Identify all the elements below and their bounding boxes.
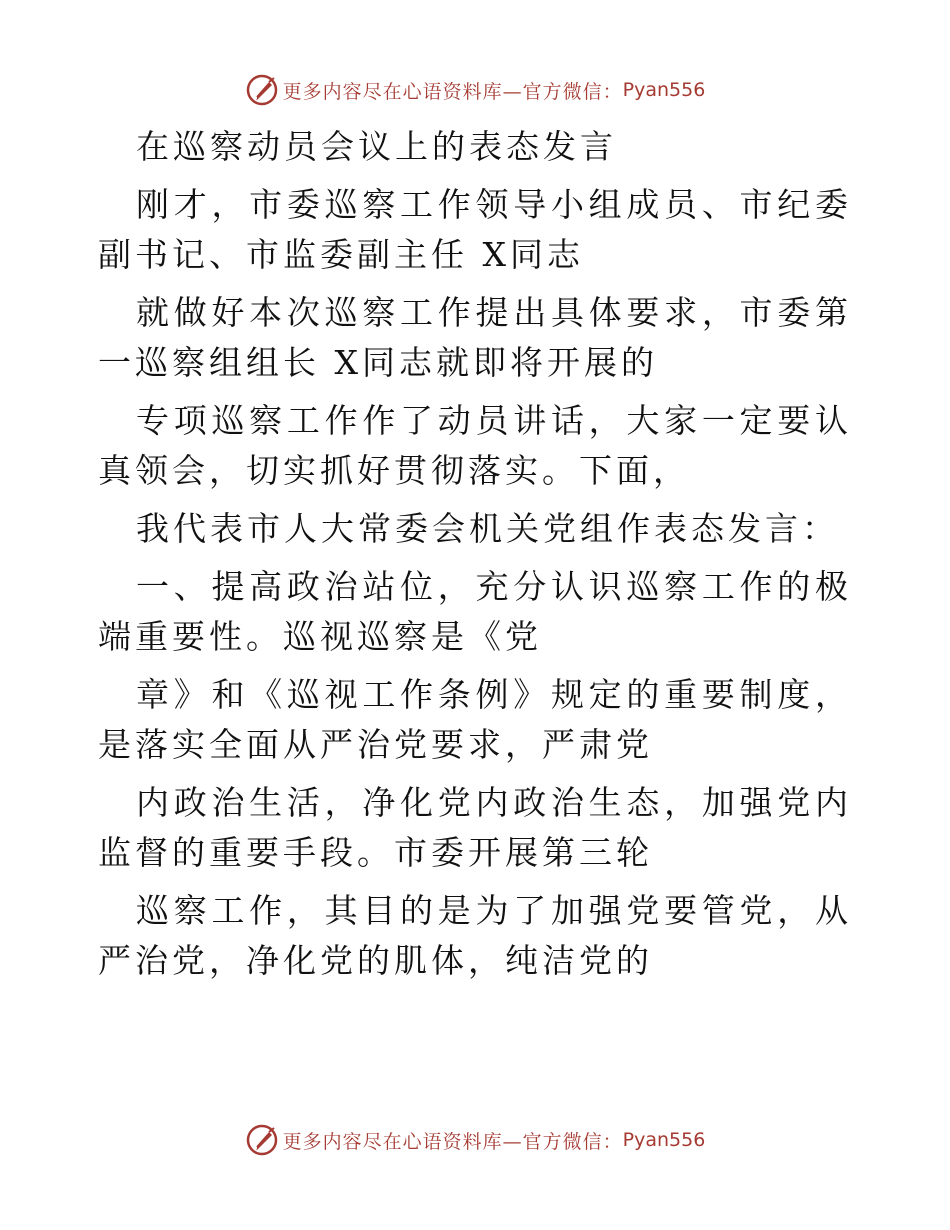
watermark-contact: Pyan556	[622, 1129, 706, 1151]
document-title: 在巡察动员会议上的表态发言	[136, 127, 617, 166]
watermark-text: 更多内容尽在心语资料库—官方微信：	[282, 80, 623, 103]
quill-pen-logo-icon	[245, 73, 279, 107]
quill-pen-logo-icon	[245, 1123, 279, 1157]
paragraph: 巡察工作，其目的是为了加强党要管党，从严治党，净化党的肌体，纯洁党的	[98, 891, 852, 980]
paragraph: 章》和《巡视工作条例》规定的重要制度，是落实全面从严治党要求，严肃党	[98, 675, 852, 764]
watermark-text: 更多内容尽在心语资料库—官方微信：	[282, 1130, 623, 1153]
footer-watermark	[0, 1120, 950, 1160]
paragraph: 一、提高政治站位，充分认识巡察工作的极端重要性。巡视巡察是《党	[98, 567, 852, 656]
paragraph: 就做好本次巡察工作提出具体要求，市委第一巡察组组长 X同志就即将开展的	[98, 293, 852, 382]
watermark-contact: Pyan556	[622, 79, 706, 101]
document-body	[98, 122, 852, 994]
paragraph: 我代表市人大常委会机关党组作表态发言：	[136, 509, 839, 548]
paragraph: 专项巡察工作作了动员讲话，大家一定要认真领会，切实抓好贯彻落实。下面，	[98, 401, 852, 490]
paragraph: 刚才，市委巡察工作领导小组成员、市纪委副书记、市监委副主任 X同志	[98, 185, 852, 274]
header-watermark	[0, 70, 950, 110]
paragraph: 内政治生活，净化党内政治生态，加强党内监督的重要手段。市委开展第三轮	[98, 783, 852, 872]
